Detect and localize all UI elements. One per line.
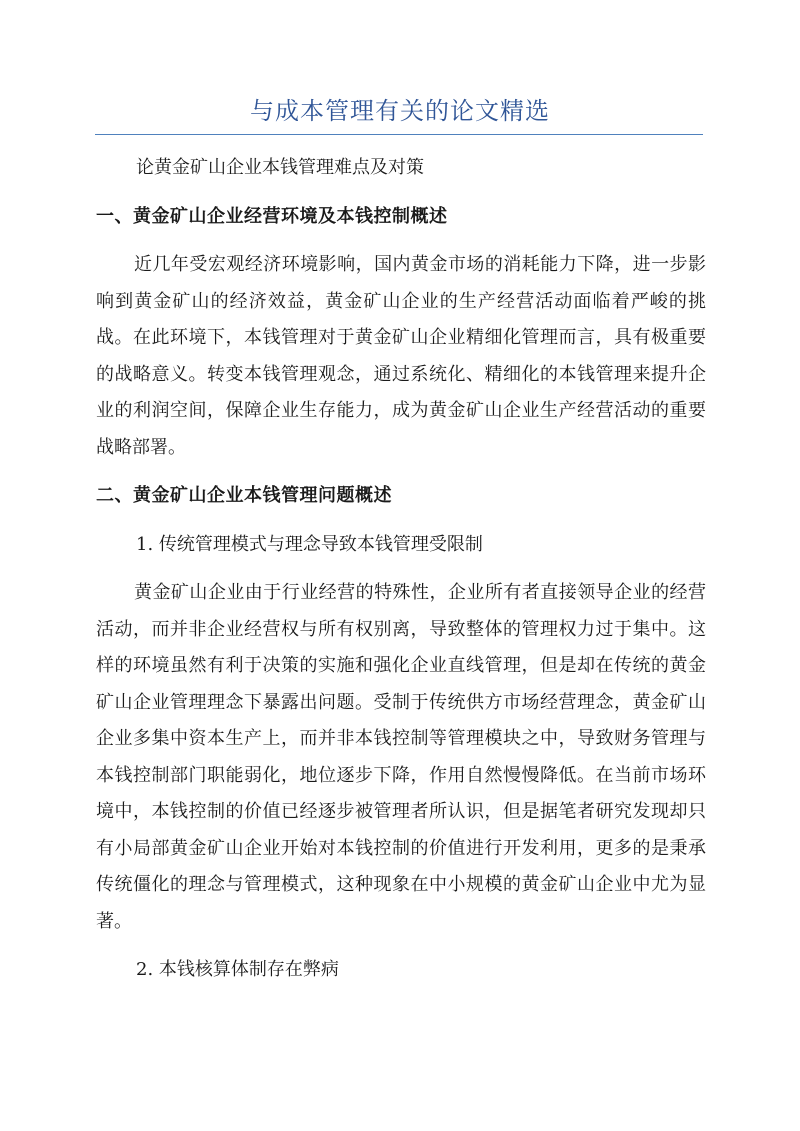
subsection-1-paragraph: 黄金矿山企业由于行业经营的特殊性，企业所有者直接领导企业的经营活动，而并非企业经营权与所有权别离，导致整体的管理权力过于集中。这样的环境虽然有利于决策的实施和强化企业直线管理，但是却在传统的黄金矿山企业管理理念下暴露出问题。受制于传统供方市场经营理念，黄金矿山企业多集中资本生产上，而并非本钱控制等管理模块之中，导致财务管理与本钱控制部门职能弱化，地位逐步下降，作用自然慢慢降低。在当前市场环境中，本钱控制的价值已经逐步被管理者所认识，但是据笔者研究发现却只有小局部黄金矿山企业开始对本钱控制的价值进行开发利用，更多的是秉承传统僵化的理念与管理模式，这种现象在中小规模的黄金矿山企业中尤为显著。 bbox=[96, 582, 706, 932]
document-body bbox=[96, 150, 706, 1001]
subsection-2-heading: 2. 本钱核算体制存在弊病 bbox=[136, 959, 339, 980]
document-title: 与成本管理有关的论文精选 bbox=[250, 97, 550, 125]
section-2-heading: 二、黄金矿山企业本钱管理问题概述 bbox=[96, 485, 392, 506]
section-1-paragraph: 近几年受宏观经济环境影响，国内黄金市场的消耗能力下降，进一步影响到黄金矿山的经济效益，黄金矿山企业的生产经营活动面临着严峻的挑战。在此环境下，本钱管理对于黄金矿山企业精细化管理而言，具有极重要的战略意义。转变本钱管理观念，通过系统化、精细化的本钱管理来提升企业的利润空间，保障企业生存能力，成为黄金矿山企业生产经营活动的重要战略部署。 bbox=[96, 254, 706, 458]
title-underline bbox=[95, 134, 703, 135]
article-subtitle: 论黄金矿山企业本钱管理难点及对策 bbox=[136, 157, 424, 178]
section-1-heading: 一、黄金矿山企业经营环境及本钱控制概述 bbox=[96, 205, 448, 227]
subsection-1-heading: 1. 传统管理模式与理念导致本钱管理受限制 bbox=[136, 533, 483, 555]
